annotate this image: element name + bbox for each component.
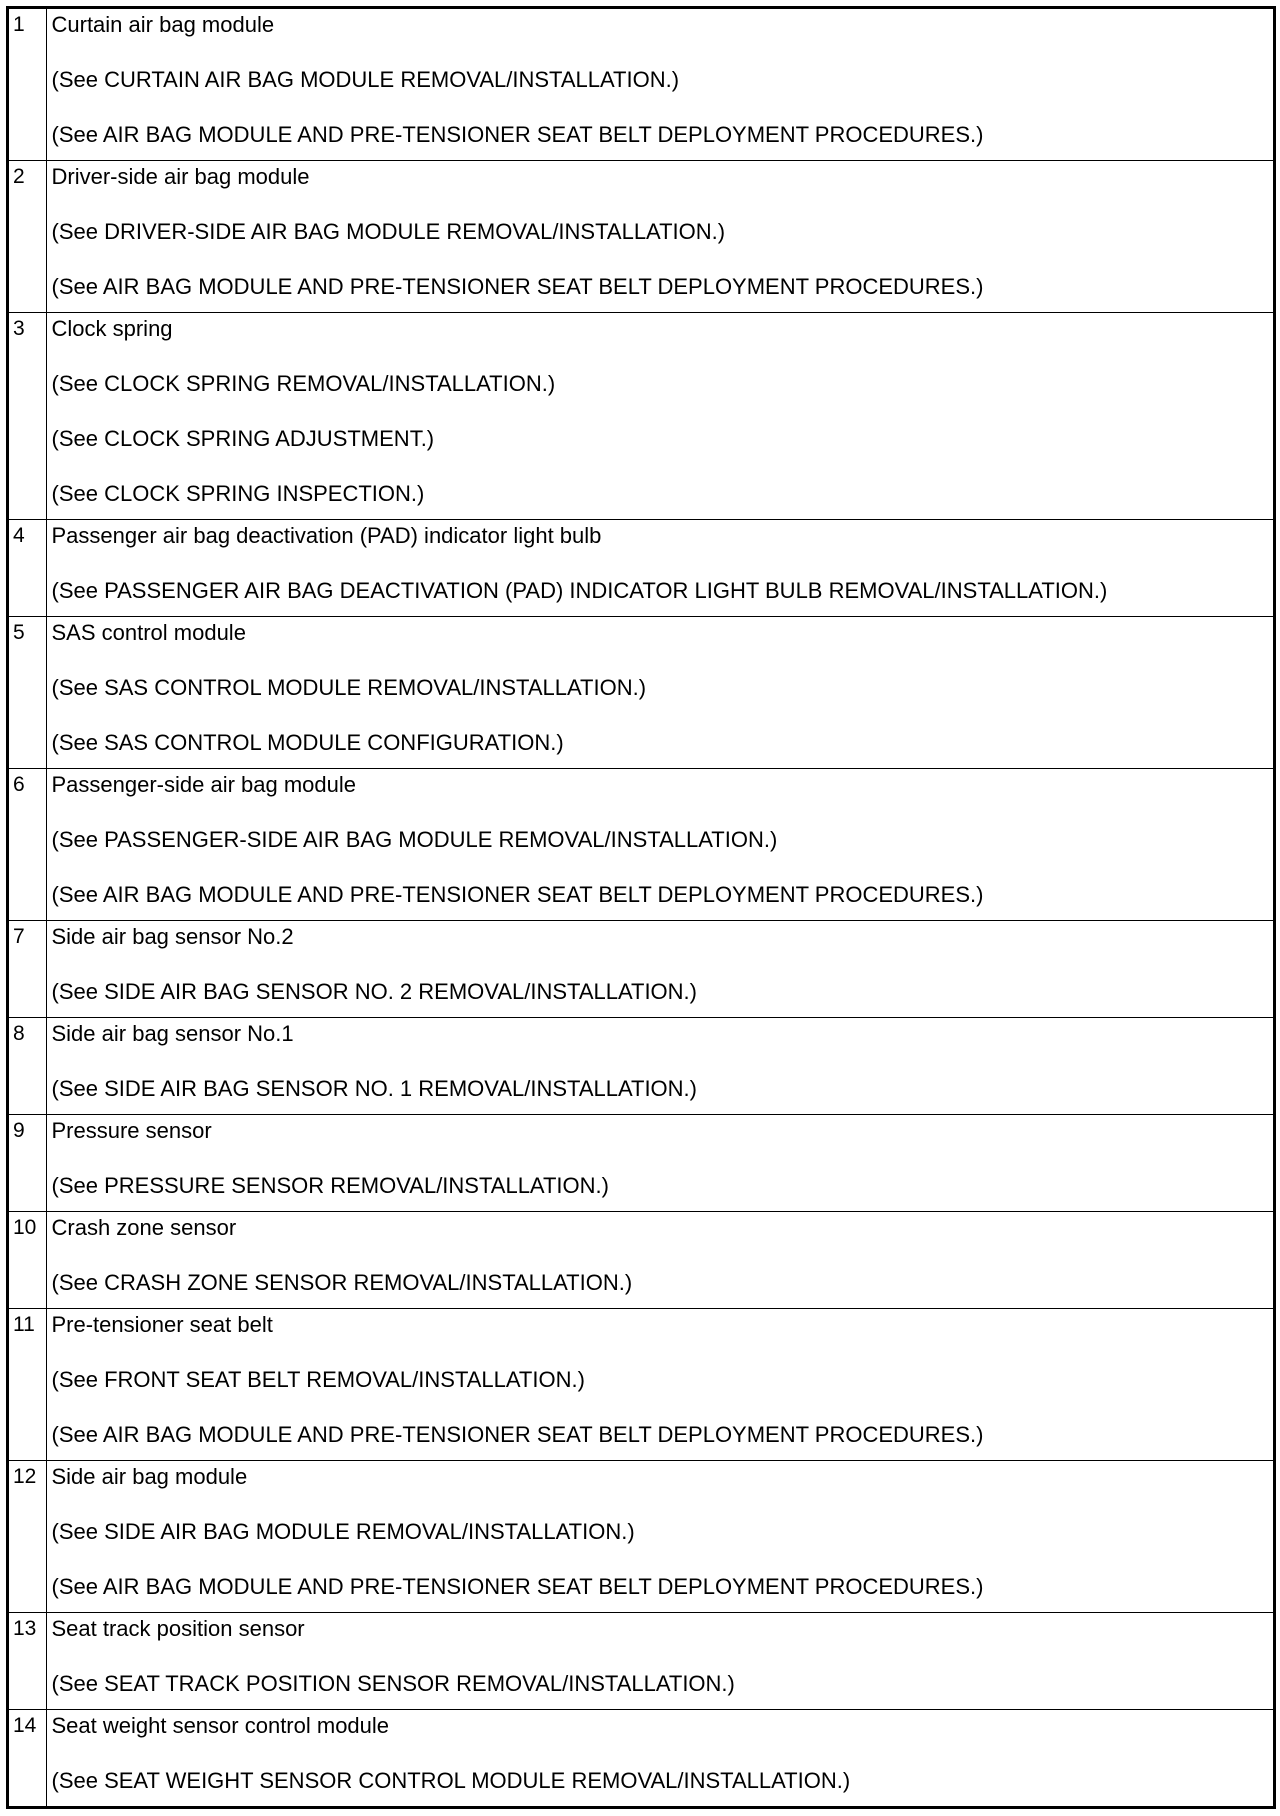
item-number: 6 (9, 769, 46, 921)
procedure-reference: (See SAS CONTROL MODULE REMOVAL/INSTALLATION.) (51, 675, 647, 700)
procedure-reference: (See SIDE AIR BAG SENSOR NO. 1 REMOVAL/INSTALLATION.) (51, 1076, 697, 1101)
item-number: 3 (9, 313, 46, 520)
component-name: Passenger air bag deactivation (PAD) indicator light bulb (51, 523, 602, 548)
table-row (9, 617, 1273, 769)
component-name: Curtain air bag module (51, 12, 275, 37)
component-name: Side air bag sensor No.1 (51, 1021, 294, 1046)
procedure-reference: (See SEAT TRACK POSITION SENSOR REMOVAL/INSTALLATION.) (51, 1671, 735, 1696)
component-name: Pre-tensioner seat belt (51, 1312, 273, 1337)
component-table-frame (6, 6, 1276, 1809)
procedure-reference: (See SIDE AIR BAG MODULE REMOVAL/INSTALLATION.) (51, 1519, 635, 1544)
procedure-reference: (See CLOCK SPRING REMOVAL/INSTALLATION.) (51, 371, 556, 396)
item-details (46, 1461, 1273, 1613)
table-row (9, 313, 1273, 520)
procedure-reference: (See SIDE AIR BAG SENSOR NO. 2 REMOVAL/INSTALLATION.) (51, 979, 697, 1004)
procedure-reference: (See CURTAIN AIR BAG MODULE REMOVAL/INSTALLATION.) (51, 67, 680, 92)
table-row (9, 1710, 1273, 1807)
item-number: 7 (9, 921, 46, 1018)
procedure-reference: (See PASSENGER-SIDE AIR BAG MODULE REMOVAL/INSTALLATION.) (51, 827, 778, 852)
item-details (46, 1212, 1273, 1309)
component-name: Clock spring (51, 316, 173, 341)
table-row (9, 921, 1273, 1018)
component-name: Driver-side air bag module (51, 164, 310, 189)
item-number: 10 (9, 1212, 46, 1309)
item-number: 2 (9, 161, 46, 313)
component-name: SAS control module (51, 620, 246, 645)
procedure-reference: (See SEAT WEIGHT SENSOR CONTROL MODULE REMOVAL/INSTALLATION.) (51, 1768, 851, 1793)
procedure-reference: (See PASSENGER AIR BAG DEACTIVATION (PAD) INDICATOR LIGHT BULB REMOVAL/INSTALLATION.) (51, 578, 1108, 603)
component-name: Side air bag module (51, 1464, 248, 1489)
item-number: 8 (9, 1018, 46, 1115)
item-details (46, 1115, 1273, 1212)
component-name: Passenger-side air bag module (51, 772, 357, 797)
procedure-reference: (See CLOCK SPRING INSPECTION.) (51, 481, 425, 506)
table-row (9, 1115, 1273, 1212)
item-details (46, 1309, 1273, 1461)
component-name: Side air bag sensor No.2 (51, 924, 294, 949)
table-row (9, 769, 1273, 921)
item-number: 1 (9, 9, 46, 161)
item-number: 12 (9, 1461, 46, 1613)
item-number: 11 (9, 1309, 46, 1461)
table-row (9, 1309, 1273, 1461)
item-number: 5 (9, 617, 46, 769)
procedure-reference: (See AIR BAG MODULE AND PRE-TENSIONER SEAT BELT DEPLOYMENT PROCEDURES.) (51, 122, 984, 147)
component-table (9, 9, 1273, 1806)
item-number: 4 (9, 520, 46, 617)
procedure-reference: (See AIR BAG MODULE AND PRE-TENSIONER SEAT BELT DEPLOYMENT PROCEDURES.) (51, 1422, 984, 1447)
table-row (9, 1018, 1273, 1115)
component-table-body (9, 9, 1273, 1806)
table-row (9, 161, 1273, 313)
component-name: Crash zone sensor (51, 1215, 237, 1240)
item-details (46, 769, 1273, 921)
procedure-reference: (See DRIVER-SIDE AIR BAG MODULE REMOVAL/INSTALLATION.) (51, 219, 726, 244)
item-details (46, 9, 1273, 161)
procedure-reference: (See CRASH ZONE SENSOR REMOVAL/INSTALLATION.) (51, 1270, 633, 1295)
table-row (9, 9, 1273, 161)
procedure-reference: (See AIR BAG MODULE AND PRE-TENSIONER SEAT BELT DEPLOYMENT PROCEDURES.) (51, 882, 984, 907)
procedure-reference: (See CLOCK SPRING ADJUSTMENT.) (51, 426, 435, 451)
component-name: Pressure sensor (51, 1118, 212, 1143)
item-details (46, 1018, 1273, 1115)
table-row (9, 1613, 1273, 1710)
item-details (46, 161, 1273, 313)
item-details (46, 921, 1273, 1018)
item-number: 9 (9, 1115, 46, 1212)
item-details (46, 617, 1273, 769)
table-row (9, 1461, 1273, 1613)
component-name: Seat track position sensor (51, 1616, 305, 1641)
item-details (46, 1710, 1273, 1807)
procedure-reference: (See PRESSURE SENSOR REMOVAL/INSTALLATION.) (51, 1173, 609, 1198)
item-number: 13 (9, 1613, 46, 1710)
table-row (9, 1212, 1273, 1309)
item-number: 14 (9, 1710, 46, 1807)
procedure-reference: (See SAS CONTROL MODULE CONFIGURATION.) (51, 730, 564, 755)
item-details (46, 520, 1273, 617)
table-row (9, 520, 1273, 617)
procedure-reference: (See FRONT SEAT BELT REMOVAL/INSTALLATION.) (51, 1367, 585, 1392)
item-details (46, 1613, 1273, 1710)
procedure-reference: (See AIR BAG MODULE AND PRE-TENSIONER SEAT BELT DEPLOYMENT PROCEDURES.) (51, 274, 984, 299)
procedure-reference: (See AIR BAG MODULE AND PRE-TENSIONER SEAT BELT DEPLOYMENT PROCEDURES.) (51, 1574, 984, 1599)
item-details (46, 313, 1273, 520)
component-name: Seat weight sensor control module (51, 1713, 390, 1738)
